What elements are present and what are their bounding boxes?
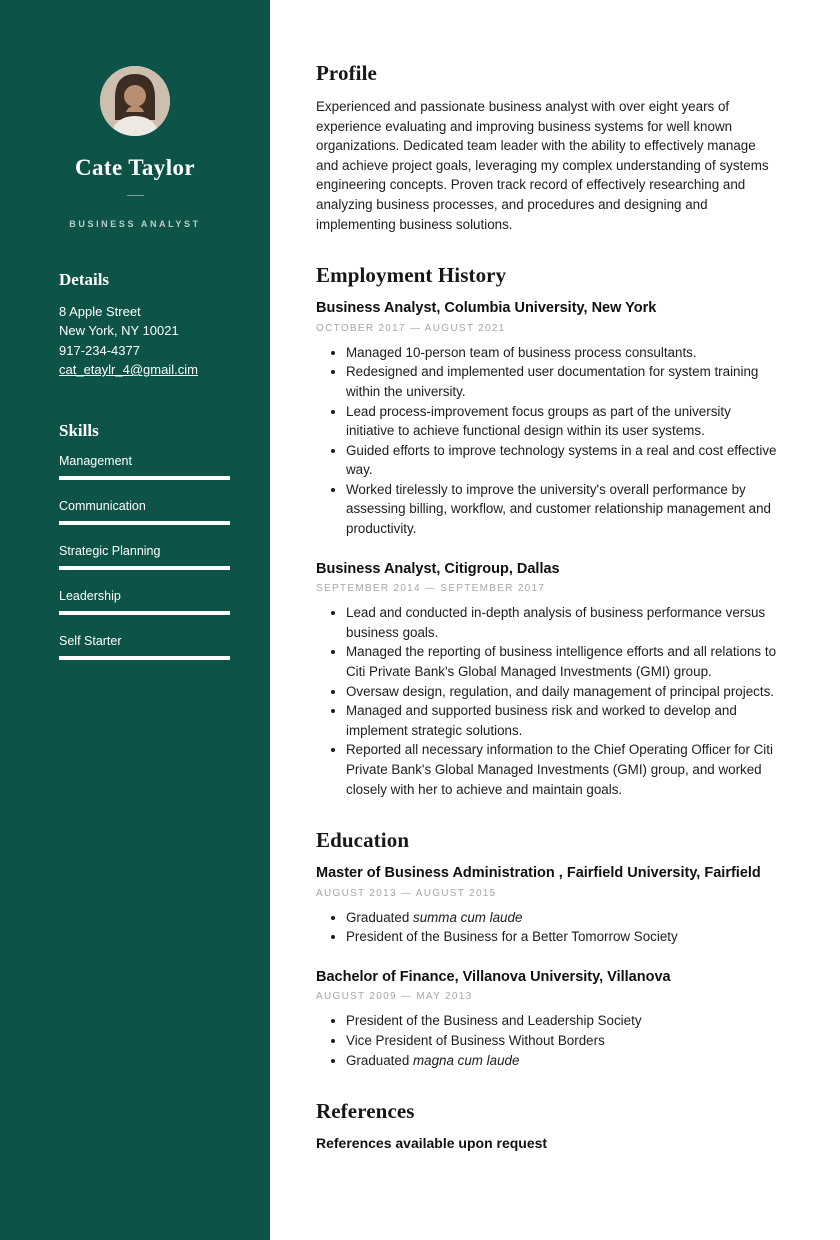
bullet-item: • Guided efforts to improve technology systems in a real and cost effective way.: [346, 441, 781, 480]
job-title: Business Analyst, Columbia University, New York: [316, 300, 657, 317]
bullet-item: • Redesigned and implemented user documentation for system training within the university.: [346, 362, 781, 401]
education-dates: AUGUST 2013 — AUGUST 2015: [316, 887, 497, 899]
profile-text: Experienced and passionate business analyst with over eight years of experience evaluating and improving business systems for well known organizations. Dedicated team leader with the ability to effectively manage and achieve project goals, leveraging my complex understanding of systems engineering concepts. Proven track record of effectively researching and analyzing business processes, and procedures and designing and implementing business solutions.: [316, 99, 769, 232]
bullet-item: • Vice President of Business Without Borders: [346, 1031, 781, 1051]
skill-item: [59, 588, 230, 615]
details-lines: [59, 302, 230, 361]
bullet-item: • Managed 10-person team of business process consultants.: [346, 343, 781, 363]
skill-bar-track: [59, 476, 230, 480]
education-bullets: [316, 908, 781, 947]
details-heading: Details: [59, 269, 110, 289]
references-heading: References: [316, 1099, 415, 1124]
skill-bar-track: [59, 566, 230, 570]
email-link[interactable]: cat_etaylr_4@gmail.cim: [59, 362, 198, 378]
skill-item: [59, 453, 230, 480]
job-bullets: [316, 603, 781, 799]
skill-bar-fill: [59, 656, 230, 660]
bullet-item: • Reported all necessary information to the Chief Operating Officer for Citi Private Bank's Global Managed Investments (GMI) group, and worked closely with her to achieve and maintain goals.: [346, 740, 781, 799]
job-entry: [316, 560, 781, 800]
education-dates: AUGUST 2009 — MAY 2013: [316, 991, 473, 1003]
sidebar: [0, 0, 270, 1240]
skill-label: Communication: [59, 498, 146, 513]
education-entry: [316, 864, 781, 947]
skill-item: [59, 498, 230, 525]
avatar: [100, 66, 170, 136]
bullet-item: • President of the Business and Leadership Society: [346, 1011, 781, 1031]
skill-label: Management: [59, 453, 132, 468]
skills-section: [0, 421, 270, 660]
detail-line: 917-234-4377: [59, 342, 140, 358]
detail-line: 8 Apple Street: [59, 303, 141, 319]
education-section: [316, 828, 781, 1070]
job-dates: SEPTEMBER 2014 — SEPTEMBER 2017: [316, 583, 546, 595]
job-bullets: [316, 343, 781, 539]
employment-heading: Employment History: [316, 263, 507, 288]
job-entry: [316, 299, 781, 539]
job-list: [316, 299, 781, 799]
skill-bar-fill: [59, 476, 230, 480]
skill-label: Strategic Planning: [59, 543, 161, 558]
references-text: References available upon request: [316, 1135, 548, 1152]
skill-bar-track: [59, 611, 230, 615]
education-entry: [316, 968, 781, 1070]
profile-heading: Profile: [316, 61, 377, 85]
education-title: Master of Business Administration , Fairfield University, Fairfield: [316, 865, 761, 882]
skill-item: [59, 633, 230, 660]
main-content: [270, 0, 840, 1240]
skill-bar-track: [59, 521, 230, 525]
bullet-item: • Managed the reporting of business intelligence efforts and all relations to Citi Private Bank's Global Managed Investments (GMI) group.: [346, 642, 781, 681]
school-list: [316, 864, 781, 1070]
skill-bar-fill: [59, 566, 230, 570]
references-section: [316, 1099, 781, 1151]
bullet-item: • Oversaw design, regulation, and daily management of principal projects.: [346, 682, 781, 702]
bullet-item: • Graduated magna cum laude: [346, 1051, 781, 1071]
candidate-name: Cate Taylor: [74, 155, 196, 180]
skill-item: [59, 543, 230, 570]
bullet-item: • Graduated summa cum laude: [346, 908, 781, 928]
employment-section: [316, 263, 781, 799]
candidate-role: BUSINESS ANALYST: [69, 218, 201, 229]
bullet-item: • Worked tirelessly to improve the university's overall performance by assessing billing, workflow, and customer relationship management and productivity.: [346, 480, 781, 539]
skills-heading: Skills: [59, 420, 99, 440]
education-heading: Education: [316, 828, 410, 853]
name-divider: [127, 195, 144, 196]
skill-label: Leadership: [59, 588, 121, 603]
skill-bar-fill: [59, 521, 230, 525]
job-dates: OCTOBER 2017 — AUGUST 2021: [316, 322, 506, 334]
education-title: Bachelor of Finance, Villanova University, Villanova: [316, 968, 671, 985]
bullet-item: • Managed and supported business risk and worked to develop and implement strategic solutions.: [346, 701, 781, 740]
profile-section: [316, 61, 781, 234]
skill-label: Self Starter: [59, 633, 122, 648]
bullet-item: • Lead and conducted in-depth analysis of business performance versus business goals.: [346, 603, 781, 642]
skill-bar-fill: [59, 611, 230, 615]
skill-bar-track: [59, 656, 230, 660]
skills-list: [59, 453, 230, 660]
education-bullets: [316, 1011, 781, 1070]
job-title: Business Analyst, Citigroup, Dallas: [316, 560, 560, 577]
bullet-item: • President of the Business for a Better Tomorrow Society: [346, 927, 781, 947]
bullet-item: • Lead process-improvement focus groups as part of the university initiative to achieve functional design within its user systems.: [346, 402, 781, 441]
detail-line: New York, NY 10021: [59, 323, 179, 339]
profile-photo: [100, 66, 170, 136]
sidebar-header: [0, 0, 270, 229]
details-section: [0, 270, 270, 380]
